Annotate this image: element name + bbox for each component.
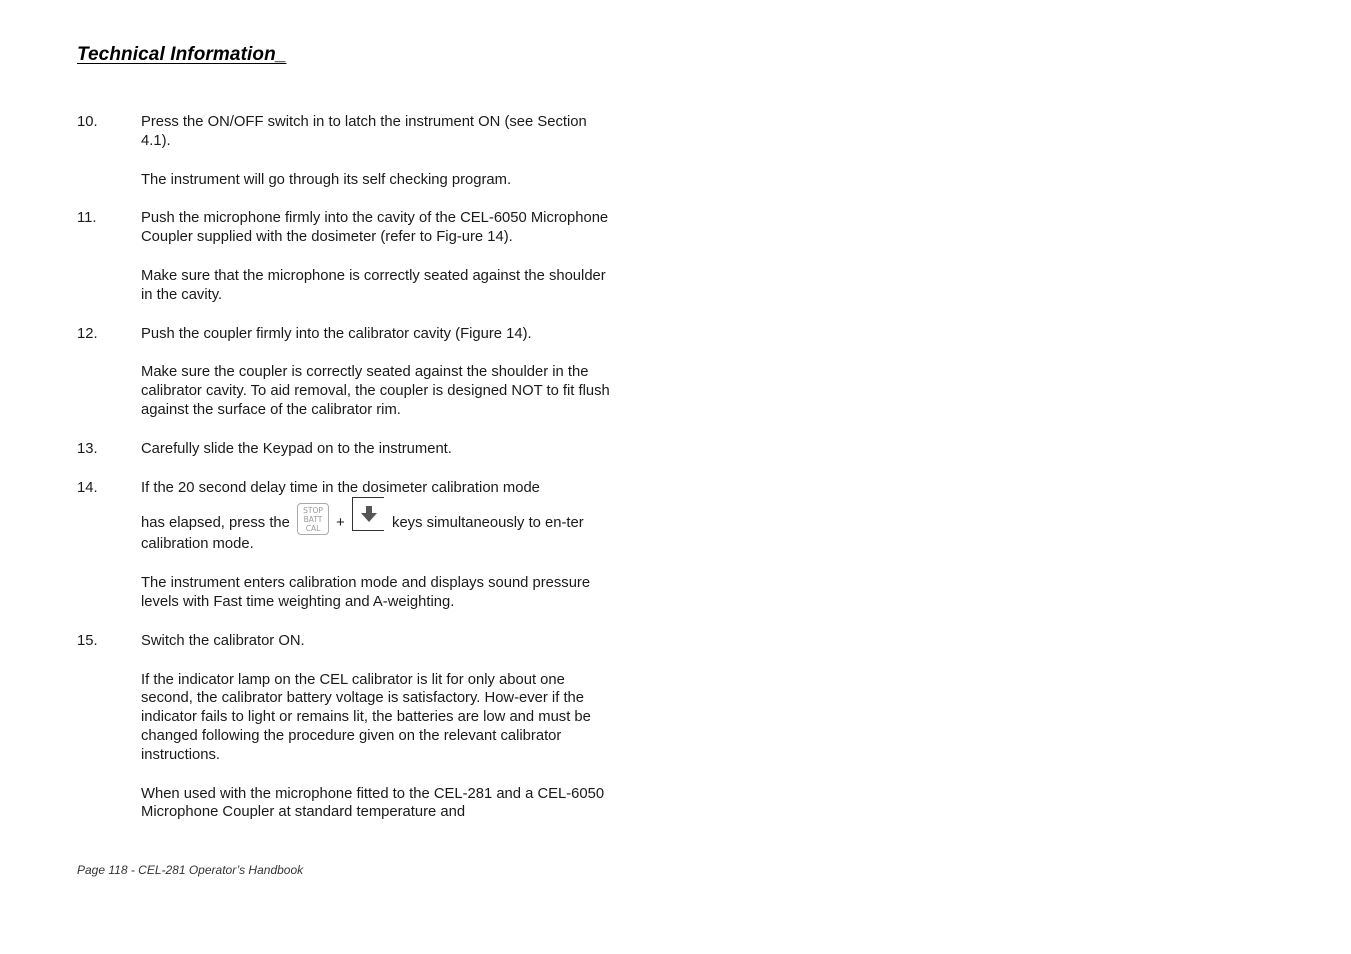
step-text: Push the microphone firmly into the cavity of the CEL-6050 Microphone Coupler supplied with the dosimeter (refer to Fig-ure 14). xyxy=(141,210,609,246)
key-label-line: CAL xyxy=(305,524,321,534)
key-label-line: STOP xyxy=(303,506,323,516)
plus-sign: + xyxy=(336,515,345,532)
step-note: If the indicator lamp on the CEL calibrator is lit for only about one second, the calibrator battery voltage is satisfactory. How-ever if the indicator fails to light or remains lit, the batteries are low and must be changed following the procedure given on the relevant calibrator instructions. xyxy=(141,671,591,763)
keys-before-text: has elapsed, press the xyxy=(141,515,290,532)
step-11 xyxy=(77,209,617,304)
step-note: Make sure the coupler is correctly seated against the shoulder in the calibrator cavity. To aid removal, the coupler is designed NOT to fit flush against the surface of the calibrator rim. xyxy=(141,364,610,418)
step-text: Press the ON/OFF switch in to latch the instrument ON (see Section 4.1). xyxy=(141,114,587,149)
down-arrow-icon xyxy=(352,497,384,531)
step-note: Make sure that the microphone is correctly seated against the shoulder in the cavity. xyxy=(141,267,606,303)
step-number: 14. xyxy=(77,479,98,496)
step-note: The instrument enters calibration mode and displays sound pressure levels with Fast time weighting and A-weighting. xyxy=(141,575,591,610)
step-note: The instrument will go through its self checking program. xyxy=(141,171,512,188)
step-number: 10. xyxy=(77,114,98,130)
page-footer: Page 118 - CEL-281 Operator’s Handbook xyxy=(77,863,304,877)
step-14 xyxy=(77,479,617,612)
keys-instruction xyxy=(141,497,617,554)
step-10 xyxy=(77,113,617,189)
step-text: Push the coupler firmly into the calibrator cavity (Figure 14). xyxy=(141,325,532,342)
step-text: If the 20 second delay time in the dosimeter calibration mode xyxy=(141,479,540,496)
step-number: 12. xyxy=(77,325,98,342)
page-title: Technical Information_ xyxy=(77,44,287,65)
step-number: 13. xyxy=(77,440,98,457)
step-list xyxy=(77,113,617,842)
step-note: When used with the microphone fitted to the CEL-281 and a CEL-6050 Microphone Coupler at standard temperature and xyxy=(141,785,605,821)
step-number: 15. xyxy=(77,632,98,649)
step-15 xyxy=(77,632,617,822)
step-text: Switch the calibrator ON. xyxy=(141,632,305,649)
step-12 xyxy=(77,325,617,420)
step-13 xyxy=(77,440,617,459)
step-text: Carefully slide the Keypad on to the instrument. xyxy=(141,440,452,457)
keys-after-text: keys simultaneously to en-ter calibration mode. xyxy=(141,515,584,553)
stop-batt-cal-key-icon xyxy=(297,503,329,535)
key-label-line: BATT xyxy=(303,515,323,525)
step-number: 11. xyxy=(77,210,97,227)
